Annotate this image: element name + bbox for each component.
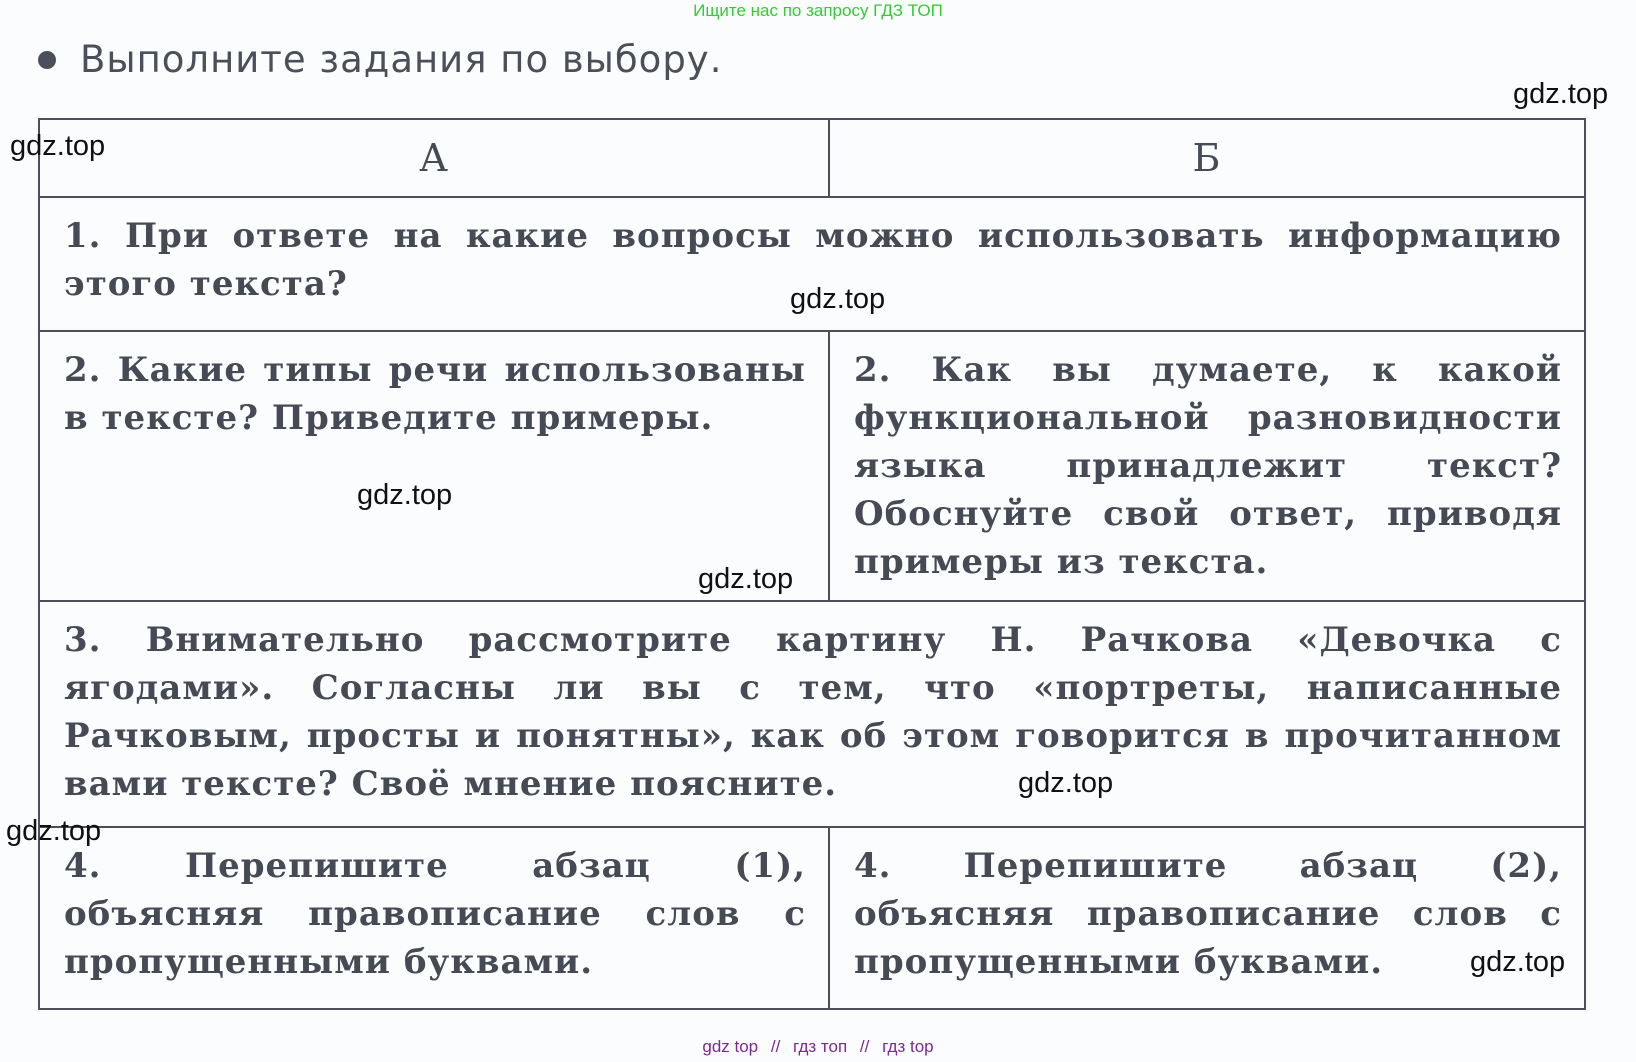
table-row	[39, 331, 1585, 601]
footer-link-3[interactable]: гдз top	[882, 1037, 934, 1056]
watermark: gdz.top	[6, 815, 102, 847]
top-banner: Ищите нас по запросу ГДЗ ТОП	[693, 1, 943, 20]
bullet-icon	[38, 51, 56, 69]
footer	[0, 1036, 1636, 1058]
task-table	[38, 118, 1586, 1010]
task-2a-cell: 2. Какие типы речи использованы в тексте? Приведите примеры.	[39, 331, 829, 601]
task-1-cell: 1. При ответе на какие вопросы можно использовать информацию этого текста?	[39, 197, 1585, 331]
watermark: gdz.top	[1470, 946, 1566, 978]
footer-separator: //	[770, 1037, 781, 1056]
task-4a-cell: 4. Перепишите абзац (1), объясняя правописание слов с пропущенными буквами.	[39, 827, 829, 1009]
header-row	[39, 119, 1585, 197]
footer-separator: //	[859, 1037, 870, 1056]
column-header-b: Б	[829, 119, 1585, 197]
watermark: gdz.top	[698, 563, 794, 595]
footer-link-1[interactable]: gdz top	[702, 1037, 759, 1056]
watermark: gdz.top	[357, 479, 453, 511]
footer-link-2[interactable]: гдз топ	[793, 1037, 848, 1056]
watermark: gdz.top	[790, 283, 886, 315]
table-row	[39, 601, 1585, 827]
task-3-cell: 3. Внимательно рассмотрите картину Н. Рачкова «Девочка с ягодами». Согласны ли вы с тем, что «портреты, написанные Рачковым, просты и понятны», как об этом говорится в прочитанном вами тексте? Своё мнение поясните.	[39, 601, 1585, 827]
instruction-heading	[38, 38, 722, 81]
instruction-text: Выполните задания по выбору.	[80, 38, 723, 81]
watermark: gdz.top	[1513, 78, 1609, 110]
watermark: gdz.top	[1018, 767, 1114, 799]
watermark: gdz.top	[10, 130, 106, 162]
task-4b-cell: 4. Перепишите абзац (2), объясняя правописание слов с пропущенными буквами.	[829, 827, 1585, 1009]
task-2b-cell: 2. Как вы думаете, к какой функциональной разновидности языка принадлежит текст? Обоснуйте свой ответ, приводя примеры из текста.	[829, 331, 1585, 601]
table-row	[39, 827, 1585, 1009]
column-header-a: А	[39, 119, 829, 197]
